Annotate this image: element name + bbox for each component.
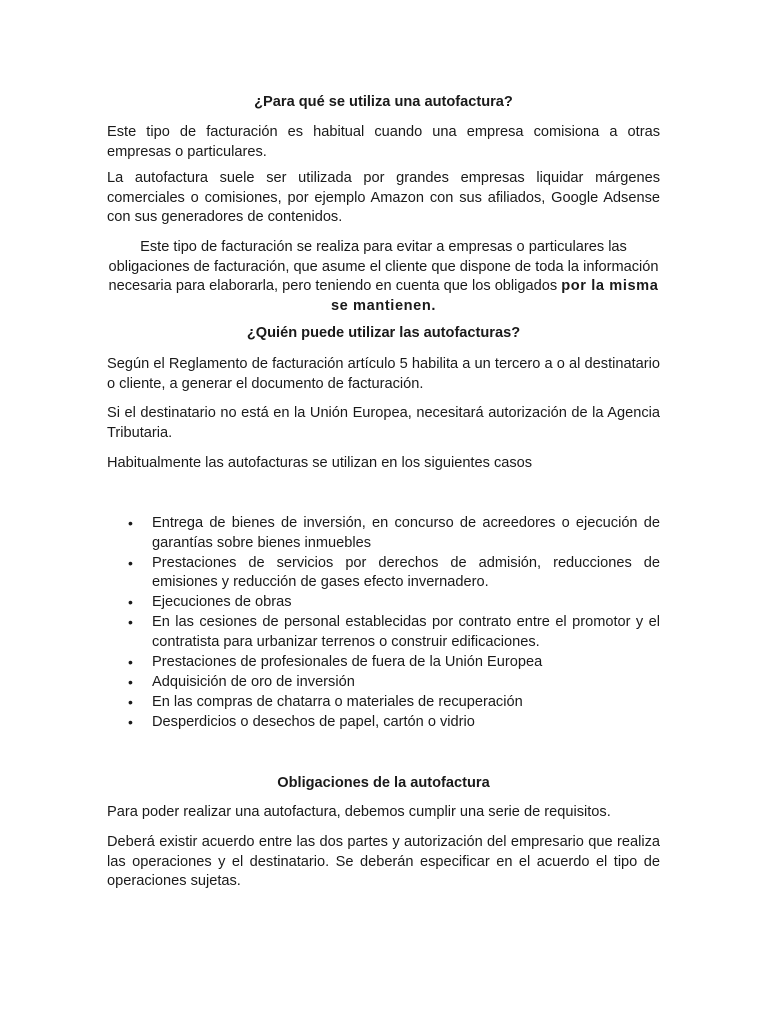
bullet-icon: • [128, 713, 133, 730]
section-heading-obligaciones: Obligaciones de la autofactura [277, 775, 490, 791]
list-item [107, 673, 660, 693]
section-heading-quien: ¿Quién puede utilizar las autofacturas? [246, 325, 521, 341]
list-item [107, 613, 660, 652]
list-item-text: En las compras de chatarra o materiales de recuperación [152, 693, 523, 710]
list-item [107, 514, 660, 553]
bullet-icon: • [128, 693, 133, 710]
paragraph-requisitos: Para poder realizar una autofactura, debemos cumplir una serie de requisitos. [107, 804, 611, 820]
list-item-text: Prestaciones de servicios por derechos de admisión, reducciones de emisiones y reducción de gases efecto invernadero. [152, 554, 660, 590]
paragraph-casos: Habitualmente las autofacturas se utilizan en los siguientes casos [107, 455, 533, 471]
bullet-icon: • [128, 614, 133, 630]
bullet-icon: • [128, 554, 133, 571]
list-item-text: En las cesiones de personal establecidas por contrato entre el promotor y el contratista para urbanizar terrenos o construir edificaciones. [152, 614, 660, 650]
paragraph-reglamento: Según el Reglamento de facturación artículo 5 habilita a un tercero a o al destinatario o cliente, a generar el documento de facturación. [107, 356, 660, 392]
paragraph-union-europea: Si el destinatario no está en la Unión Europea, necesitará autorización de la Agencia Tributaria. [107, 405, 660, 441]
bullet-icon: • [128, 594, 133, 610]
list-item [107, 554, 660, 593]
section-heading-uso: ¿Para qué se utiliza una autofactura? [254, 94, 513, 110]
cases-list [107, 514, 660, 733]
list-item-text: Prestaciones de profesionales de fuera de la Unión Europea [152, 653, 543, 670]
bullet-icon: • [128, 653, 133, 670]
paragraph-obligaciones-facturacion [107, 238, 660, 316]
paragraph-habitual: Este tipo de facturación es habitual cuando una empresa comisiona a otras empresas o particulares. [107, 124, 660, 160]
list-item-text: Ejecuciones de obras [152, 594, 292, 610]
paragraph-acuerdo: Deberá existir acuerdo entre las dos partes y autorización del empresario que realiza las operaciones y el destinatario. Se deberán especificar en el acuerdo el tipo de operaciones sujetas. [107, 834, 660, 889]
list-item-text: Desperdicios o desechos de papel, cartón o vidrio [152, 713, 475, 730]
list-item-text: Adquisición de oro de inversión [152, 673, 355, 690]
list-item [107, 713, 660, 733]
paragraph-obligaciones-bold: por la misma se mantienen. [330, 278, 659, 314]
list-item [107, 693, 660, 713]
list-item-text: Entrega de bienes de inversión, en concurso de acreedores o ejecución de garantías sobre bienes inmuebles [152, 515, 660, 551]
paragraph-obligaciones-text: Este tipo de facturación se realiza para evitar a empresas o particulares las obligaciones de facturación, que asume el cliente que dispone de toda la información necesaria para elaborarla, pero teniendo en cuenta que los obligados [108, 239, 659, 294]
paragraph-grandes-empresas: La autofactura suele ser utilizada por grandes empresas liquidar márgenes comerciales o comisiones, por ejemplo Amazon con sus afiliados, Google Adsense con sus generadores de contenidos. [107, 170, 660, 225]
bullet-icon: • [128, 673, 133, 690]
list-item [107, 653, 660, 673]
bullet-icon: • [128, 515, 133, 531]
list-item [107, 593, 660, 613]
